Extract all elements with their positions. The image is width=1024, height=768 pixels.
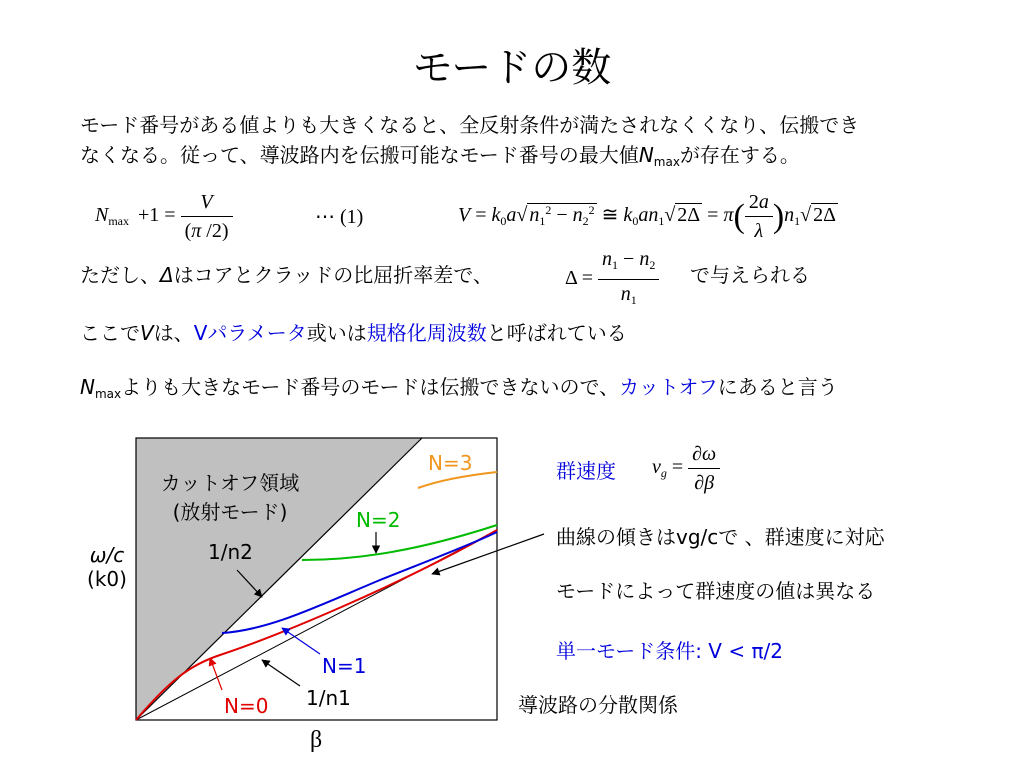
y-axis-label: ω/c (k0) [87, 543, 127, 591]
single-mode-condition: 単一モード条件: V < π/2 [556, 639, 783, 663]
light-line-label-n1: 1/n1 [306, 686, 351, 710]
equation-nmax: $N_{max} +1$ = $\frac{V}{(\pi /2)}$ [95, 188, 233, 245]
delta-definition-tail: で与えられる [690, 263, 810, 287]
cutoff-line: $N_{max}$よりも大きなモード番号のモードは伝搬できないので、カットオフにあると言う [80, 375, 838, 401]
term-normalized-frequency: 規格化周波数 [366, 321, 487, 345]
mode-label-n0: N=0 [224, 694, 269, 718]
slope-note: 曲線の傾きはvg/cで 、群速度に対応 [556, 525, 885, 549]
equation-group-velocity: $v_g$ = $\frac{\partial\omega}{\partial\beta}$ [652, 440, 720, 497]
graph-caption: 導波路の分散関係 [518, 693, 678, 717]
arrow-n0-label [210, 658, 222, 690]
light-line-label-n2: 1/n2 [208, 540, 253, 564]
x-axis-label: β [310, 727, 323, 753]
mode-velocity-note: モードによって群速度の値は異なる [556, 579, 876, 603]
mode-label-n3: N=3 [428, 451, 473, 475]
slide-title: モードの数 [412, 45, 612, 91]
term-cutoff: カットオフ [619, 375, 718, 399]
cutoff-region-label: カットオフ領域 (放射モード) [160, 471, 300, 524]
nmax-symbol: N [638, 143, 654, 167]
equation-v-parameter: $V = k_0a√$ $n_1^2 - n_2^2$ ≅ $k_0an_1√$ 2Δ = π( $\frac{2a}{\lambda}$ )$n_1√$ 2Δ [458, 188, 838, 245]
intro-line-1: モード番号がある値よりも大きくなると、全反射条件が満たされなくくなり、伝搬でき [80, 113, 860, 137]
v-parameter-line: ここでVは、Vパラメータ或いは規格化周波数と呼ばれている [80, 321, 627, 345]
arrow-n1-label [282, 628, 320, 654]
delta-definition-line: ただし、Δはコアとクラッドの比屈折率差で、 [80, 263, 493, 287]
equation-delta: Δ = $\frac{n_1 - n_2}{n_1}$ [565, 245, 659, 314]
arrow-light-line-n1 [262, 660, 300, 686]
term-v-parameter: Vパラメータ [193, 321, 307, 345]
equation-number: ⋯ (1) [315, 206, 364, 228]
mode-label-n1: N=1 [322, 654, 367, 678]
group-velocity-label: 群速度 [556, 459, 616, 483]
intro-line-2: なくなる。従って、導波路内を伝搬可能なモード番号の最大値$N_{max}$が存在する。 [80, 143, 800, 169]
mode-label-n2: N=2 [356, 508, 401, 532]
